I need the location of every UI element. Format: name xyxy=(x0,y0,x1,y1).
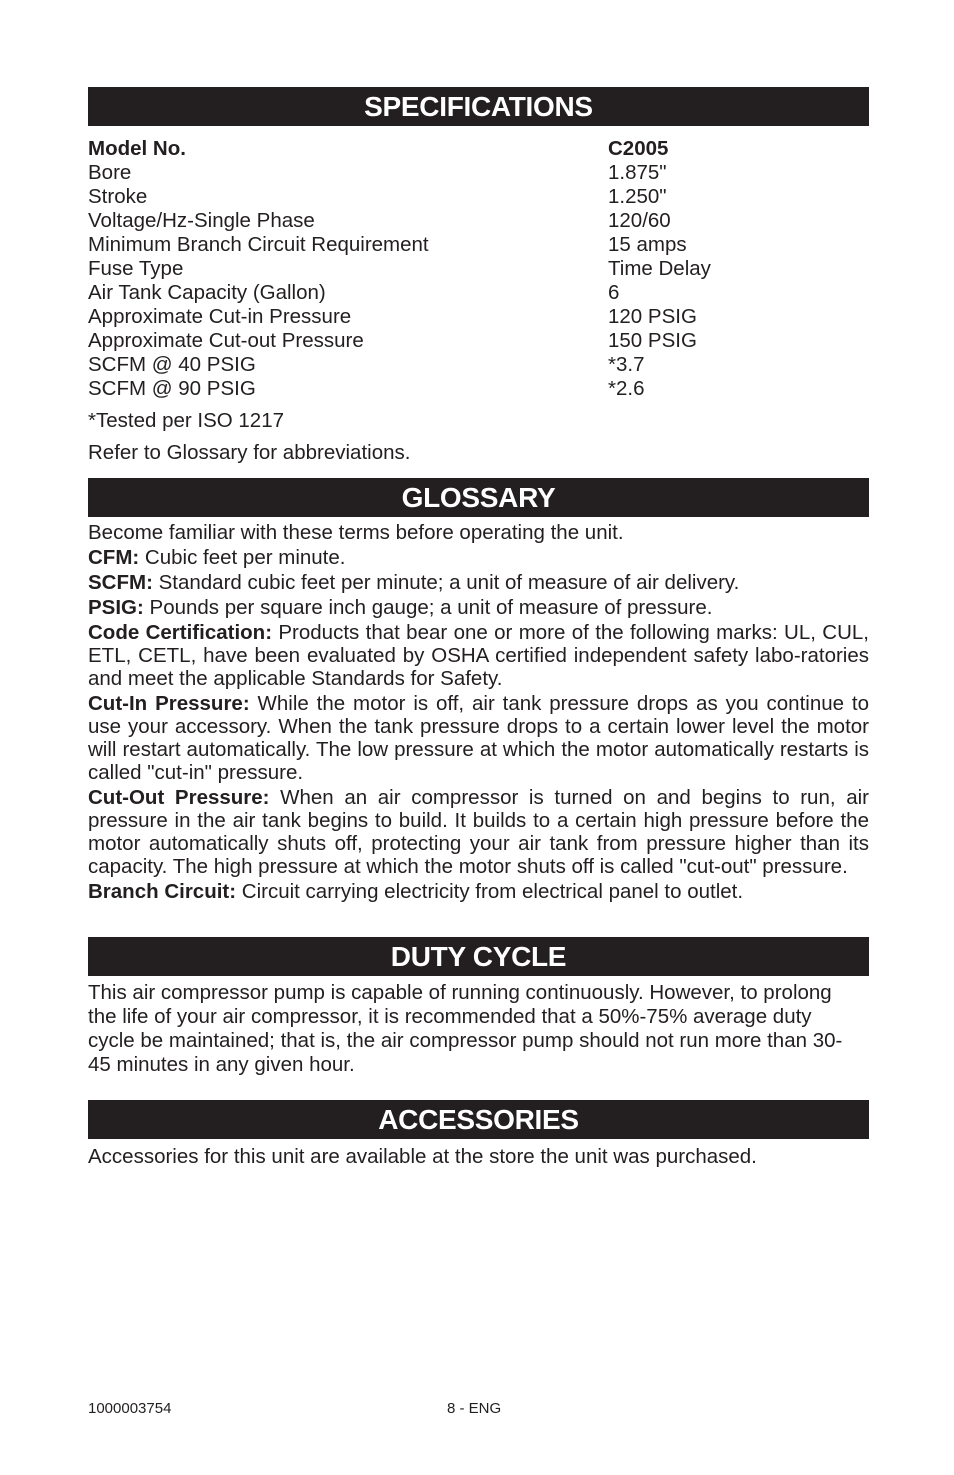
glossary-term: CFM: xyxy=(88,546,140,569)
glossary-entry xyxy=(88,621,869,690)
spec-label: Approximate Cut-out Pressure xyxy=(88,329,364,352)
glossary-entry xyxy=(88,786,869,878)
footer-doc-number: 1000003754 xyxy=(88,1400,172,1417)
spec-value: *3.7 xyxy=(608,353,645,376)
glossary-definition: Products that bear one or more of the following marks: UL, CUL, ETL, CETL, have been evaluated by OSHA certified independent safety labo-ratories and meet the applicable Standards for Safety. xyxy=(88,621,869,690)
glossary-definition: Pounds per square inch gauge; a unit of measure of pressure. xyxy=(143,596,713,619)
glossary-intro: Become familiar with these terms before operating the unit. xyxy=(88,521,624,544)
spec-row xyxy=(88,161,869,185)
glossary-heading: GLOSSARY xyxy=(88,478,869,517)
glossary-definition: Circuit carrying electricity from electrical panel to outlet. xyxy=(236,880,744,903)
spec-row xyxy=(88,329,869,353)
spec-row xyxy=(88,353,869,377)
specifications-section xyxy=(88,87,869,465)
spec-value: Time Delay xyxy=(608,257,711,280)
spec-row xyxy=(88,257,869,281)
glossary-reference-note: Refer to Glossary for abbreviations. xyxy=(88,441,411,464)
spec-row xyxy=(88,185,869,209)
spec-value: *2.6 xyxy=(608,377,645,400)
spec-value: 150 PSIG xyxy=(608,329,697,352)
tested-note: *Tested per ISO 1217 xyxy=(88,409,285,432)
spec-label: SCFM @ 40 PSIG xyxy=(88,353,256,376)
spec-label: Air Tank Capacity (Gallon) xyxy=(88,281,326,304)
glossary-term: Branch Circuit: xyxy=(88,880,237,903)
glossary-definition: Standard cubic feet per minute; a unit of measure of air delivery. xyxy=(152,571,740,594)
spec-value: 6 xyxy=(608,281,620,304)
spec-row xyxy=(88,305,869,329)
duty-cycle-text: This air compressor pump is capable of running continuously. However, to prolong the life of your air compressor, it is recommended that a 50%-75% average duty cycle be maintained; that is, the air compressor pump should not run more than 30-45 minutes in any given hour. xyxy=(88,981,843,1076)
spec-row xyxy=(88,233,869,257)
spec-label: Fuse Type xyxy=(88,257,184,280)
glossary-definition: Cubic feet per minute. xyxy=(139,546,346,569)
accessories-section xyxy=(88,1100,869,1169)
spec-value: 120 PSIG xyxy=(608,305,697,328)
accessories-text: Accessories for this unit are available at the store the unit was purchased. xyxy=(88,1145,757,1168)
glossary-term: Cut-In Pressure: xyxy=(88,692,250,715)
spec-value: 1.875" xyxy=(608,161,667,184)
spec-row xyxy=(88,209,869,233)
glossary-section xyxy=(88,478,869,903)
specifications-table xyxy=(88,137,869,401)
footer-page-number: 8 - ENG xyxy=(447,1400,502,1417)
glossary-definition: When an air compressor is turned on and begins to run, air pressure in the air tank begins to build. It builds to a certain high pressure before the motor automatically shuts off, protecting your air tank from pressure higher than its capacity. The high pressure at which the motor shuts off is called "cut-out" pressure. xyxy=(88,786,869,878)
glossary-term: Cut-Out Pressure: xyxy=(88,786,270,809)
glossary-entry xyxy=(88,571,869,594)
spec-header-label: Model No. xyxy=(88,137,186,160)
glossary-term: SCFM: xyxy=(88,571,153,594)
spec-value: 120/60 xyxy=(608,209,671,232)
glossary-entry xyxy=(88,546,869,569)
spec-value: 15 amps xyxy=(608,233,687,256)
spec-value: 1.250" xyxy=(608,185,667,208)
spec-label: Voltage/Hz-Single Phase xyxy=(88,209,315,232)
spec-header-value: C2005 xyxy=(608,137,669,160)
glossary-entry xyxy=(88,880,869,903)
spec-row xyxy=(88,281,869,305)
spec-row xyxy=(88,377,869,401)
glossary-term: PSIG: xyxy=(88,596,144,619)
glossary-definition: While the motor is off, air tank pressure drops as you continue to use your accessory. When the tank pressure drops to a certain lower level the motor will restart automatically. The low pressure at which the motor automatically restarts is called "cut-in" pressure. xyxy=(88,692,869,784)
spec-header-row xyxy=(88,137,869,161)
spec-label: Bore xyxy=(88,161,132,184)
duty-cycle-heading: DUTY CYCLE xyxy=(88,937,869,976)
spec-label: Approximate Cut-in Pressure xyxy=(88,305,352,328)
accessories-heading: ACCESSORIES xyxy=(88,1100,869,1139)
glossary-entry xyxy=(88,692,869,784)
glossary-term: Code Certification: xyxy=(88,621,273,644)
spec-label: Stroke xyxy=(88,185,148,208)
duty-cycle-section xyxy=(88,937,869,1077)
spec-label: SCFM @ 90 PSIG xyxy=(88,377,256,400)
glossary-entry xyxy=(88,596,869,619)
specifications-heading: SPECIFICATIONS xyxy=(88,87,869,126)
spec-label: Minimum Branch Circuit Requirement xyxy=(88,233,429,256)
